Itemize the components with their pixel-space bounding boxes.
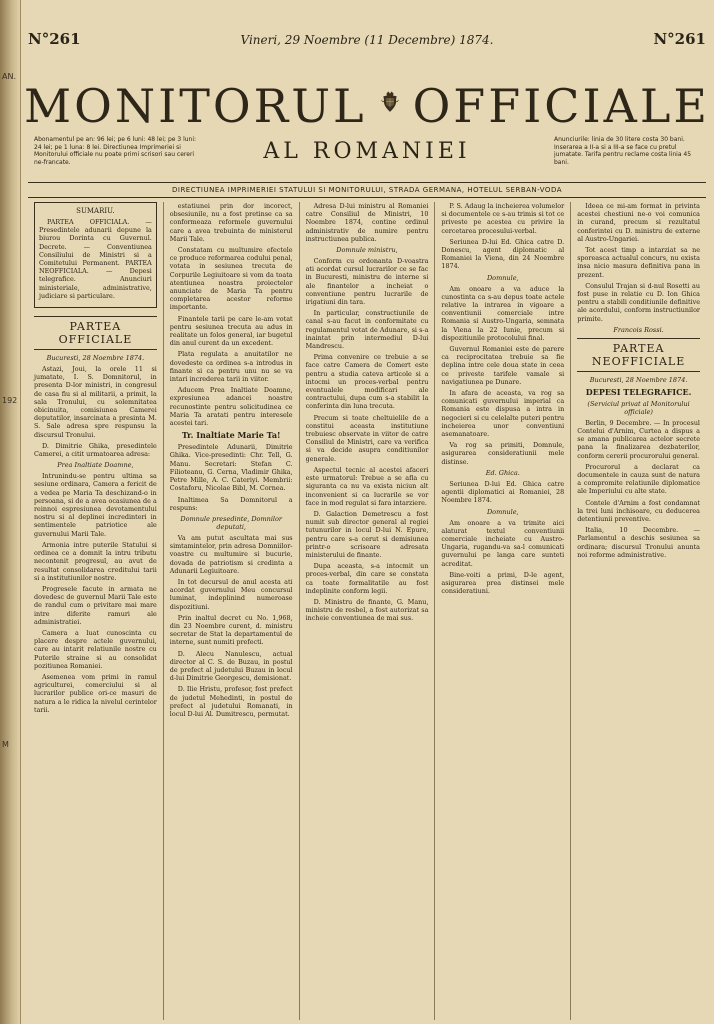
subscription-terms: Abonamentul pe an: 96 lei; pe 6 luni: 48 lei; pe 3 luni: 24 lei; pe 1 luna: 8 lei. Directiunea Imprimeriei si Monitorului officiale nu poate primi scrisori sau cereri ne-francate. (34, 136, 197, 166)
paragraph: In particular, constructiunile de canal s-au facut in conformitate cu regulamentul votat de Adunare, si s-a inaintat prin intermediul D-lui Mandrescu. (305, 309, 429, 351)
article-columns (28, 202, 706, 1020)
paragraph: Armonia intre puterile Statului si ordinea ce a domnit la intru tributu necontenit progresul, au avut de resultat consolidarea creditului tarii si a institutiunilor nostre. (34, 540, 157, 582)
dateline: Bucuresti, 28 Noembre 1874. (589, 375, 688, 384)
paragraph: Italia, 10 Decembre. — Parlamentul a deschis sesiunea sa ordinara; discursul Tronului anunta noi reforme administrative. (577, 526, 700, 559)
paragraph: In tot decursul de anul acesta ati acordat guvernului Meu concursul luminat, indeplinind numeroase dispozitiuni. (169, 577, 293, 611)
signatories: Presedintele Adunarii, Dimitrie Ghika. Vice-presedinti: Chr. Tell, G. Manu. Secretari: Stefan C. Filioteanu, G. Cerna, Vladimir Ghika, Petre Mille, A. C. Cateriyi. Membrii: Costaforu, Nicolae Bibl, M. Cornea. (169, 443, 293, 493)
paragraph: Ideea ce mi-am format in privinta acestei chestiuni ne-o voi comunica in curand, precum si rezultatul conferintei cu D. ministru de externe al Austro-Ungariei. (577, 202, 700, 243)
masthead-subtitle: AL ROMANIEI (263, 139, 471, 164)
paragraph: Finantele tarii pe care le-am votat pentru sesiunea trecuta au adus in realitate un folos general, iar bugetul din anul curent da un excedent. (169, 314, 293, 348)
masthead-title-right: OFFICIALE (412, 79, 710, 133)
paragraph: Am onoare a va trimite aici alaturat textul conventiunii comerciale incheiate cu Austro-Ungaria, rugandu-va sa-l comunicati guvernului pe langa care sunteti acreditat. (441, 518, 565, 568)
paragraph: Tot acest timp a intarziat sa ne sporeasca actualul concurs, nu exista insa nicio masura definitiva pana in prezent. (577, 246, 700, 279)
paragraph: Astazi, Joui, la orele 11 si jumatate, I. S. Domnitorul, in presenta D-lor ministri, in congresul de casa fiu si al militarii, a primit, la sala Tronului, cu solemnitatea obicinuita, comisiunea Camerei deputatilor, insarcinata a presinta M. S. Sale adresa spre respunsu la discursul Tronului. (34, 365, 157, 439)
paragraph: D. Alecu Nanulescu, actual director al C. S. de Buzau, in postul de prefect al judetului Buzau in locul d-lui Dimitrie Georgescu, demisionat. (169, 649, 293, 683)
edge-fragment: M (2, 740, 9, 749)
issue-date: Vineri, 29 Noembre (11 Decembre) 1874. (240, 33, 494, 47)
paragraph: Precum si toate cheltuielile de a constitui aceasta institutiune trebuiesc observate in viitor de catre Consiliul de Ministri, care va verifica si va decide asupra conditiunilor generale. (305, 413, 429, 463)
column-5 (571, 202, 706, 1020)
paragraph: Seriunea D-lui Ed. Ghica catre D. Donescu, agent diplomatic al Romaniei la Viena, din 24 Noembre 1874. (441, 237, 565, 271)
salutation: Domnule presedinte, Domnilor deputati, (180, 514, 282, 531)
column-1 (28, 202, 164, 1020)
masthead-rule (28, 197, 706, 198)
edge-fragment: AN. (2, 72, 16, 81)
paragraph: Aspectul tecnic al acestei afaceri este urmatorul: Trebue a se afla cu siguranta ca nu va exista niciun alt inconvenient si ca lucrarile se vor face in mod regulat si fara intarziere. (305, 465, 429, 507)
subheading-note: (Serviciul privat al Monitorului officiale) (587, 399, 690, 416)
column-4 (435, 202, 571, 1020)
coat-of-arms-icon (381, 65, 399, 139)
subheading: DEPESI TELEGRAFICE. (585, 386, 692, 397)
paragraph: Camera a luat cunoscinta cu placere despre actele guvernului, care au intarit relatiunile nostre cu Puterile straine si au consolidat pozitiunea Romaniei. (34, 628, 157, 670)
salutation: Prea Inaltiate Doamne, (57, 461, 134, 470)
issue-line (28, 30, 706, 48)
paragraph: Procurorul a declarat ca documentele in cauza sunt de natura a compromite relatiunile diplomatice ale Imperiului cu alte state. (577, 462, 700, 496)
signature: Francois Rossi. (613, 325, 664, 334)
paragraph: Contele d'Arnim a fost condamnat la trei luni inchisoare, cu deducerea detentiunii preventive. (577, 498, 700, 524)
paragraph: In afara de aceasta, va rog sa comunicati guvernului imperial ca Romania este dispusa a intra in negocieri si cu celelalte puteri pentru incheierea unor conventiuni asemanatoare. (441, 389, 565, 439)
paragraph: D. Dimitrie Ghika, presedintele Camerei, a citit urmatoarea adresa: (34, 441, 157, 459)
paragraph: Va rog sa primiti, Domnule, asigurarea consideratiunii mele distinse. (441, 441, 565, 466)
paragraph: Aducem Prea Inaltiate Doamne, expresiunea adancei noastre recunostinte pentru solicitudinea ce Maria Ta aratati pentru interesele acestei tari. (169, 386, 293, 428)
paragraph: Adresa D-lui ministru al Romaniei catre Consiliul de Ministri, 10 Noembre 1874, contine ordinul administrativ de numire pentru instructiunea publica. (305, 202, 429, 243)
salutation: Domnule, (486, 273, 519, 282)
masthead (24, 74, 710, 138)
salutation: Domnule, (486, 507, 519, 516)
paragraph: Am onoare a va aduce la cunostinta ca s-au depus toate actele relative la intrarea in vigoare a conventiunii comerciale intre Romania si Austro-Ungaria, semnata la Viena la 22 Iunie, precum si dispozitiunile protocolului final. (441, 284, 565, 342)
advertising-rates: Anunciurile: linia de 30 litere costa 30 bani. Inserarea a II-a si a III-a se face cu pretul jumatate. Tarifa pentru reclame costa linia 45 bani. (554, 136, 692, 166)
sheet (24, 6, 710, 1020)
issue-number-right: N°261 (653, 30, 706, 48)
paragraph: D. Ilie Hristu, profesor, fost prefect de judetul Mehedinti, in postul de prefect al judetului Romanati, in locul D-lui Al. Dumitrescu, permutat. (169, 685, 293, 718)
salutation: Domnule ministru, (336, 246, 398, 255)
paragraph: Berlin, 9 Decembre. — In procesul Contelui d'Arnim, Curtea a dispus a se amana publicarea actelor secrete pana la finalizarea dezbaterilor, conform cererii procurorului general. (577, 418, 700, 460)
paragraph: D. Ministru de finante, G. Manu, ministru de resbel, a fost autorizat sa incheie conventiunea de mai sus. (305, 597, 429, 623)
paragraph: P. S. Adaug la incheierea volumelor si documentele ce s-au trimis si tot ce priveste pe acestea cu privire la cercetarea procesului-verbal. (441, 202, 565, 235)
paragraph: Constatam cu multumire efectele ce produce reformarea codului penal, votata in sesiunea trecuta de Corpurile Legiuitoare si vom da toata atentiunea noastra proiectelor anunciate de Maria Ta pentru completarea acestor reforme importante. (169, 246, 293, 312)
paragraph: Plata regulata a anuitatilor ne dovedeste ca ordinea s-a introdus in finante si ca pentru unu nu se va intari increderea tarii in viitor. (169, 350, 293, 384)
section-heading: PARTEA NEOFFICIALE (577, 338, 700, 372)
paragraph: Prima convenire ce trebuie a se face catre Camera de Comert este pentru a studia cateva articole si a intocmi un proces-verbal pentru eventualele modificari ale contractului, dupa cum s-a stabilit la conferinta din luna trecuta. (305, 353, 429, 411)
paragraph: Consulul Trajan si d-nul Rosetti au fost puse in relatie cu D. Ion Ghica pentru a stabili conditiunile definitive ale acordului, conform instructiunilor primite. (577, 281, 700, 323)
subheading: Tr. Inaltiate Marie Ta! (181, 430, 281, 441)
paragraph: Prin inaltul decret cu No. 1,968, din 23 Noembre curent, d. ministru secretar de Stat la departamentul de interne, sunt numiti prefecti. (169, 613, 293, 647)
paragraph: Va am putut ascultata mai sus simtamintelor, prin adresa Domniilor-voastre cu multumire si bucurie, dovada de patriotism si credinta a Adunarii Legiuitoare. (169, 533, 293, 575)
paragraph: estatiunei prin dor incorect, obsesiunile, nu a fost pretinse ca sa conformeaza reformele guvernului care a avea trebuinta de ministerul Marii Tale. (169, 202, 293, 243)
direction-address: DIRECTIUNEA IMPRIMERIEI STATULUI SI MONITORULUI, STRADA GERMANA, HOTELUL SERBAN-VODA (171, 186, 562, 194)
paragraph: Asemenea vom primi in ramul agriculturei, comerciului si al lucrarilor publice ori-ce masuri de natura a le ridica la nivelul cerintelor tarii. (34, 672, 157, 714)
paragraph: Conform cu ordonanta D-voastra ati acordat cursul lucrarilor ce se fac in Bucuresti, ministru de interne si ale finantelor a incheiat o conventiune pentru lucrarile de irigatiuni din tara. (305, 257, 429, 307)
paragraph: Progresele facute in armata ne dovedesc de guvernul Marii Tale este de randul cum o privitare mai mare intre diferite ramuri ale administratiei. (34, 584, 157, 626)
edge-fragment: 192 (2, 396, 18, 405)
masthead-title-left: MONITORUL (24, 79, 367, 133)
column-3 (300, 202, 436, 1020)
paragraph: D. Galaction Demetrescu a fost numit sub director general al regiei tutunurilor in locul D-lui N. Epure, pentru care s-a cerut si demisiunea printr-o scrisoare adresata ministerului de finante. (305, 509, 429, 559)
issue-number-left: N°261 (28, 30, 81, 48)
signature: Ed. Ghica. (485, 468, 520, 477)
summary-title: SUMARIU. (76, 207, 115, 215)
summary-box (34, 202, 157, 308)
paragraph: Seriunea D-lui Ed. Ghica catre agentii diplomatici ai Romaniei, 28 Noembre 1874. (441, 479, 565, 505)
binding-edge (0, 0, 21, 1024)
dateline: Bucuresti, 28 Noembre 1874. (46, 354, 145, 363)
paragraph: Intrunindu-se pentru ultima sa sesiune ordinara, Camera a fericit de a vedea pe Maria Ta deschizand-o in persoana, si de a avea ocasiunea de a reinnoi espresiunea devotamentului nostru si al deplinei incredinteri in sentimentele patriotice ale guvernului Marii Tale. (34, 472, 157, 538)
paragraph: Bine-voiti a primi, D-le agent, asigurarea prea distinsei mele consideratiuni. (441, 570, 565, 596)
column-2 (164, 202, 300, 1020)
paragraph: Dupa aceasta, s-a intocmit un proces-verbal, din care se constata ca toate formalitatile au fost indeplinite conform legii. (305, 562, 429, 595)
summary-text: PARTEA OFFICIALA. — Presedintele adunarii depune la biurou Dorinta cu Guvernul. Decrete. — Conventiunea Consiliului de Ministri si a Comitetului Permanent. PARTEA NEOFFICIALA. — Depesi telegrafice. Anunciuri ministeriale, administrative, judiciare si particulare. (39, 218, 152, 300)
masthead-rule (28, 182, 706, 183)
paragraph: Guvernul Romaniei este de parere ca reciprocitatea trebuie sa fie deplina intre cele doua state in ceea ce priveste tarifele vamale si navigatiunea pe Dunare. (441, 345, 565, 386)
paragraph: Inaltimea Sa Domnitorul a respuns: (169, 495, 293, 512)
section-heading: PARTEA OFFICIALE (34, 316, 157, 350)
